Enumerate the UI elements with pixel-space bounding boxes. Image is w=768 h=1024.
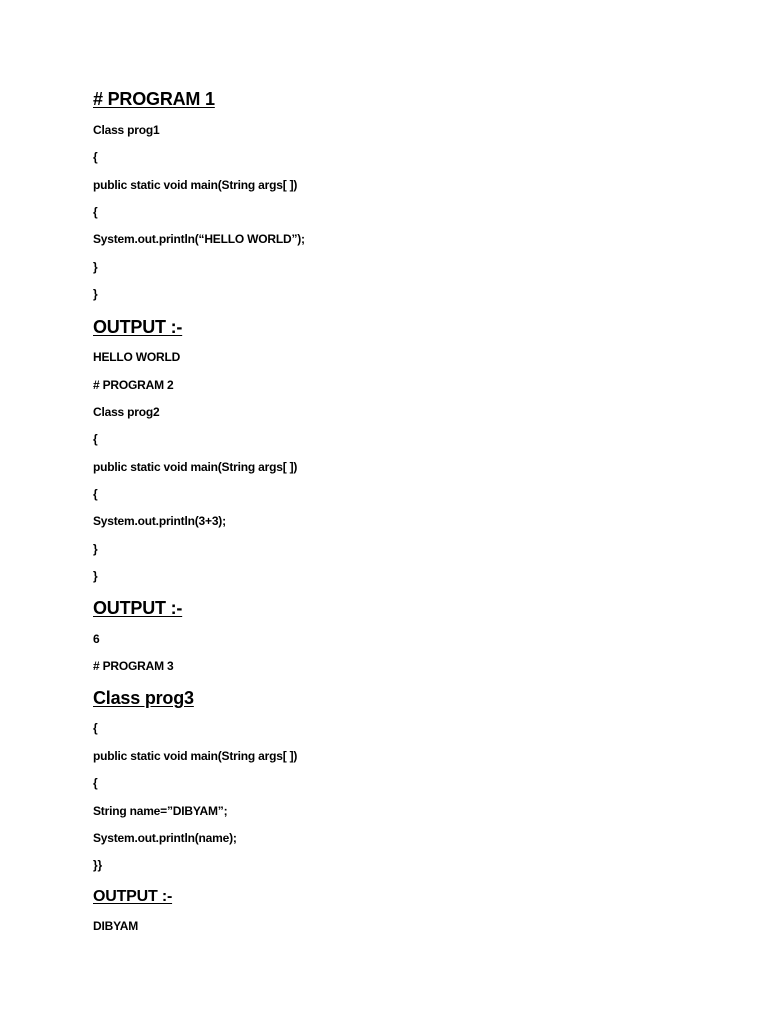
code-line: String name=”DIBYAM”; [93,804,228,818]
code-line: { [93,487,98,501]
class-heading: Class prog3 [93,688,194,708]
code-line: { [93,432,98,446]
program2-heading: # PROGRAM 2 [93,378,174,392]
code-line: public static void main(String args[ ]) [93,178,298,192]
code-line: } [93,260,98,274]
code-line: public static void main(String args[ ]) [93,460,298,474]
code-line: } [93,542,98,556]
code-line: { [93,205,98,219]
code-line: System.out.println(3+3); [93,514,226,528]
code-line: System.out.println(“HELLO WORLD”); [93,232,305,246]
code-line: } [93,569,98,583]
output-text: 6 [93,632,100,646]
code-line: { [93,721,98,735]
code-line: }} [93,858,102,872]
code-line: System.out.println(name); [93,831,237,845]
code-line: { [93,776,98,790]
output-text: HELLO WORLD [93,350,181,364]
code-line: { [93,150,98,164]
program1-heading: # PROGRAM 1 [93,89,215,109]
code-line: Class prog1 [93,123,160,137]
output-heading: OUTPUT :- [93,598,183,618]
output-heading: OUTPUT :- [93,317,183,337]
program3-heading: # PROGRAM 3 [93,659,174,673]
code-line: public static void main(String args[ ]) [93,749,298,763]
code-line: } [93,287,98,301]
output-text: DIBYAM [93,919,139,933]
output-heading: OUTPUT :- [93,888,173,905]
code-line: Class prog2 [93,405,160,419]
